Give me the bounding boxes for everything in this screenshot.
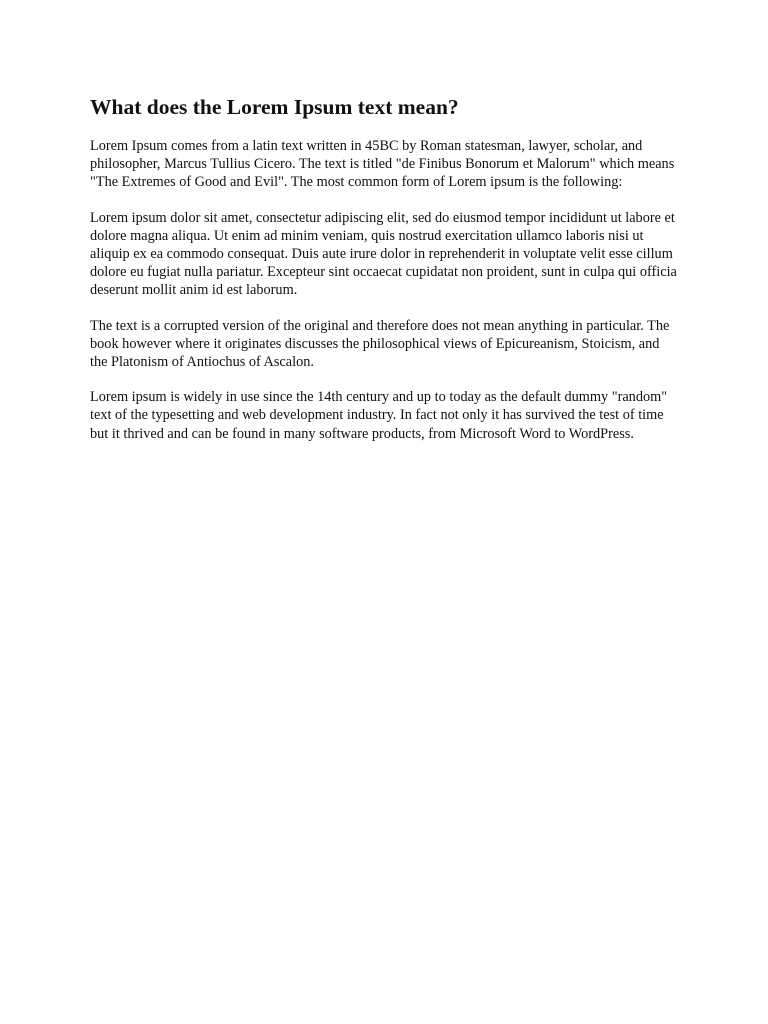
paragraph-lorem-ipsum: Lorem ipsum dolor sit amet, consectetur adipiscing elit, sed do eiusmod tempor incididunt ut labore et dolore magna aliqua. Ut enim ad minim veniam, quis nostrud exercitation ullamco laboris nisi ut aliquip ex ea commodo consequat. Duis aute irure dolor in reprehenderit in voluptate velit esse cillum dolore eu fugiat nulla pariatur. Excepteur sint occaecat cupidatat non proident, sunt in culpa qui officia deserunt mollit anim id est laborum. — [90, 209, 677, 299]
paragraph-origin: Lorem Ipsum comes from a latin text written in 45BC by Roman statesman, lawyer, scholar, and philosopher, Marcus Tullius Cicero. The text is titled "de Finibus Bonorum et Malorum" which means "The Extremes of Good and Evil". The most common form of Lorem ipsum is the following: — [90, 138, 675, 191]
document-page — [90, 92, 678, 460]
document-title: What does the Lorem Ipsum text mean? — [90, 95, 459, 119]
paragraph-meaning: The text is a corrupted version of the original and therefore does not mean anything in particular. The book however where it originates discusses the philosophical views of Epicureanism, Stoicism, and the Platonism of Antiochus of Ascalon. — [90, 317, 670, 371]
paragraph-usage: Lorem ipsum is widely in use since the 14th century and up to today as the default dummy "random" text of the typesetting and web development industry. In fact not only it has survived the test of time but it thrived and can be found in many software products, from Microsoft Word to WordPress. — [90, 389, 668, 442]
